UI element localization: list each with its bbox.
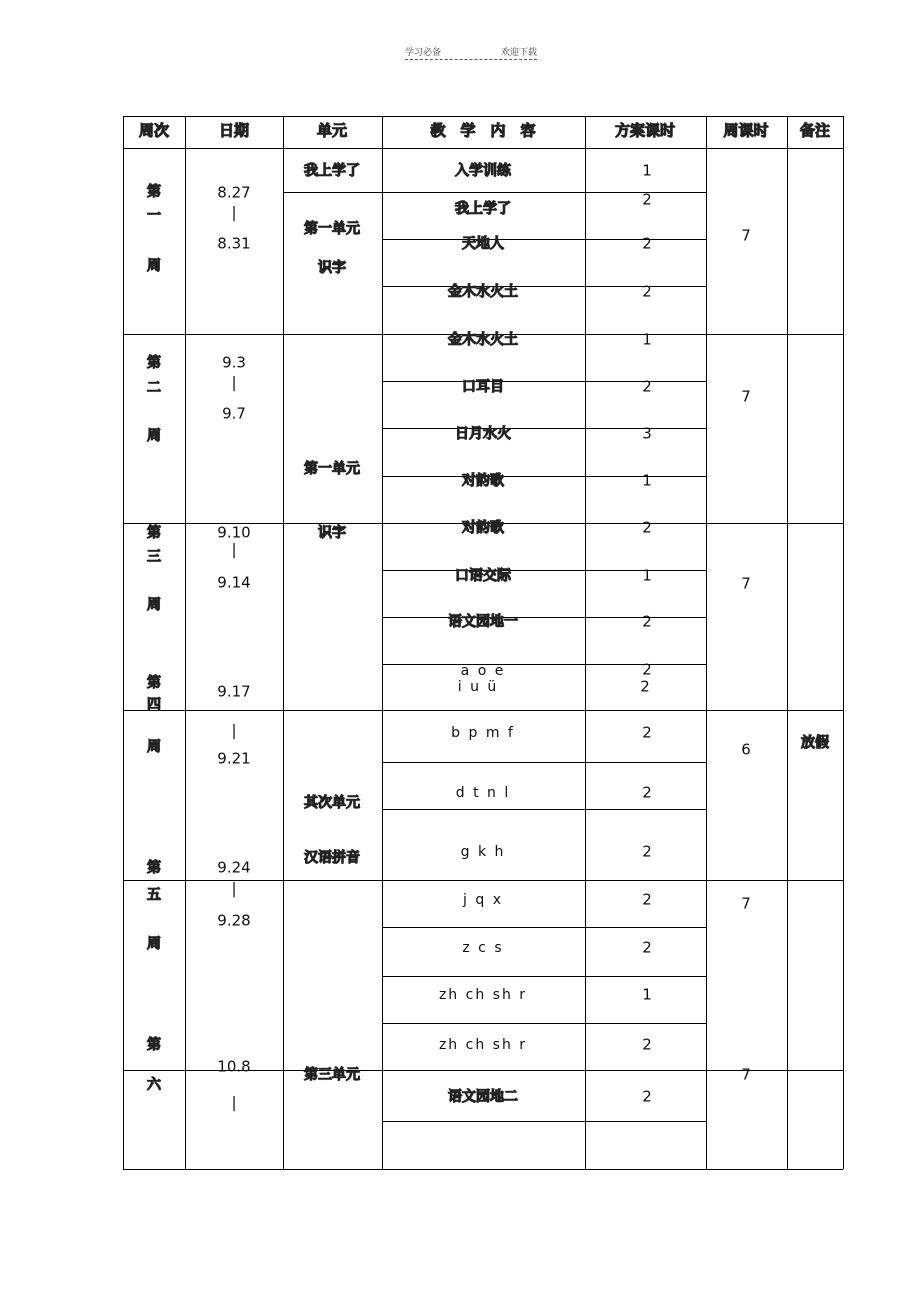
lesson-hours: 3 [642, 424, 652, 443]
grid-line [382, 762, 706, 763]
lesson-content: 入学训练 [455, 163, 511, 179]
grid-line [382, 664, 706, 665]
week-label: 周 [147, 597, 161, 613]
lesson-content: 金木水火土 [448, 284, 518, 300]
week-label: 二 [147, 380, 161, 396]
lesson-content: 口耳目 [462, 379, 504, 395]
week-date: | [231, 1093, 237, 1112]
week-date: 8.31 [217, 234, 251, 253]
lesson-content: 我上学了 [455, 201, 511, 217]
column-header: 周课时 [723, 121, 769, 140]
grid-line [787, 116, 788, 1169]
week-date: | [231, 540, 237, 559]
lesson-content: 天地人 [462, 236, 504, 252]
grid-line [382, 286, 706, 287]
lesson-hours: 2 [642, 190, 652, 209]
grid-line [706, 116, 707, 1169]
grid-line [123, 710, 843, 711]
week-label: 周 [147, 936, 161, 952]
lesson-content: 口语交际 [455, 568, 511, 584]
week-date: | [231, 879, 237, 898]
lesson-hours: 1 [642, 471, 652, 490]
column-header: 教 学 内 容 [430, 121, 536, 140]
week-date: 9.21 [217, 749, 251, 768]
lesson-hours: 1 [642, 161, 652, 180]
week-label: 第 [147, 184, 161, 200]
lesson-hours: 2 [640, 677, 650, 696]
lesson-content: g k h [460, 844, 506, 860]
grid-line [123, 148, 843, 149]
week-date: | [231, 203, 237, 222]
unit-label: 第一单元 [304, 221, 360, 237]
week-hours: 7 [741, 226, 751, 245]
grid-line [382, 1023, 706, 1024]
week-label: 周 [147, 739, 161, 755]
grid-line [382, 428, 706, 429]
week-hours: 7 [741, 1065, 751, 1084]
week-hours: 7 [741, 387, 751, 406]
column-header: 备注 [799, 121, 831, 140]
lesson-hours: 1 [642, 566, 652, 585]
week-date: | [231, 373, 237, 392]
lesson-hours: 2 [642, 518, 652, 537]
unit-label: 汉语拼音 [304, 850, 360, 866]
week-label: 五 [147, 887, 161, 903]
week-label: 周 [147, 258, 161, 274]
week-label: 第 [147, 675, 161, 691]
week-hours: 7 [741, 574, 751, 593]
header-left: 学习必备 [405, 48, 442, 58]
week-date: 9.24 [217, 858, 251, 877]
grid-line [382, 476, 706, 477]
header-note [405, 43, 537, 60]
week-hours: 6 [741, 740, 751, 759]
grid-line [123, 1169, 843, 1170]
week-date: | [231, 721, 237, 740]
week-date: 9.28 [217, 911, 251, 930]
lesson-hours: 2 [642, 723, 652, 742]
week-label: 三 [147, 549, 161, 565]
column-header: 周次 [138, 121, 170, 140]
grid-line [382, 192, 706, 193]
grid-line [585, 116, 586, 1169]
lesson-hours: 1 [642, 330, 652, 349]
lesson-hours: 2 [642, 377, 652, 396]
column-header: 单元 [316, 121, 348, 140]
grid-line [123, 116, 843, 117]
lesson-content: j q x [463, 892, 503, 908]
grid-line [382, 381, 706, 382]
grid-line [283, 116, 284, 1169]
column-header: 日期 [218, 121, 250, 140]
week-date: 9.3 [222, 353, 246, 372]
week-label: 第 [147, 355, 161, 371]
lesson-hours: 2 [642, 234, 652, 253]
week-date: 9.7 [222, 404, 246, 423]
week-label: 第 [147, 1037, 161, 1053]
unit-label: 其次单元 [304, 795, 360, 811]
week-date: 10.8 [217, 1057, 251, 1076]
lesson-content: 语文园地二 [448, 1089, 518, 1105]
header-right: 欢迎下载 [500, 48, 537, 58]
lesson-content: z c s [462, 940, 504, 956]
grid-line [382, 570, 706, 571]
lesson-hours: 2 [642, 1035, 652, 1054]
week-label: 一 [147, 208, 161, 224]
lesson-content: zh ch sh r [438, 987, 528, 1003]
week-label: 第 [147, 525, 161, 541]
week-date: 9.10 [217, 523, 251, 542]
grid-line [843, 116, 844, 1169]
lesson-content: a o e [460, 663, 506, 679]
lesson-content: 语文园地一 [448, 614, 518, 630]
grid-line [382, 976, 706, 977]
lesson-content: d t n l [455, 785, 511, 801]
lesson-hours: 1 [642, 985, 652, 1004]
grid-line [382, 927, 706, 928]
lesson-hours: 2 [642, 938, 652, 957]
grid-line [382, 239, 706, 240]
week-date: 9.14 [217, 573, 251, 592]
grid-line [283, 192, 382, 193]
lesson-content: 金木水火土 [448, 332, 518, 348]
lesson-content: 对韵歌 [462, 473, 504, 489]
week-label: 六 [147, 1077, 161, 1093]
unit-label: 第三单元 [304, 1067, 360, 1083]
grid-line [123, 116, 124, 1169]
week-label: 周 [147, 428, 161, 444]
lesson-content: zh ch sh r [438, 1037, 528, 1053]
lesson-hours: 2 [642, 660, 652, 679]
grid-line [382, 617, 706, 618]
lesson-content: 对韵歌 [462, 520, 504, 536]
week-label: 四 [147, 697, 161, 713]
lesson-hours: 2 [642, 612, 652, 631]
week-date: 9.17 [217, 682, 251, 701]
week-hours: 7 [741, 894, 751, 913]
unit-label: 识字 [318, 260, 346, 276]
grid-line [382, 809, 706, 810]
lesson-content: b p m f [451, 725, 515, 741]
lesson-hours: 2 [642, 783, 652, 802]
week-label: 第 [147, 860, 161, 876]
column-header: 方案课时 [614, 121, 676, 140]
unit-label: 我上学了 [304, 163, 360, 179]
week-note: 放假 [801, 735, 829, 751]
lesson-hours: 2 [642, 282, 652, 301]
lesson-hours: 2 [642, 890, 652, 909]
lesson-hours: 2 [642, 1087, 652, 1106]
grid-line [382, 1121, 706, 1122]
week-date: 8.27 [217, 183, 251, 202]
grid-line [382, 116, 383, 1169]
lesson-content: i u ü [457, 679, 499, 695]
unit-label: 第一单元 [304, 461, 360, 477]
unit-label: 识字 [318, 525, 346, 541]
lesson-hours: 2 [642, 842, 652, 861]
lesson-content: 日月水火 [455, 426, 511, 442]
grid-line [185, 116, 186, 1169]
